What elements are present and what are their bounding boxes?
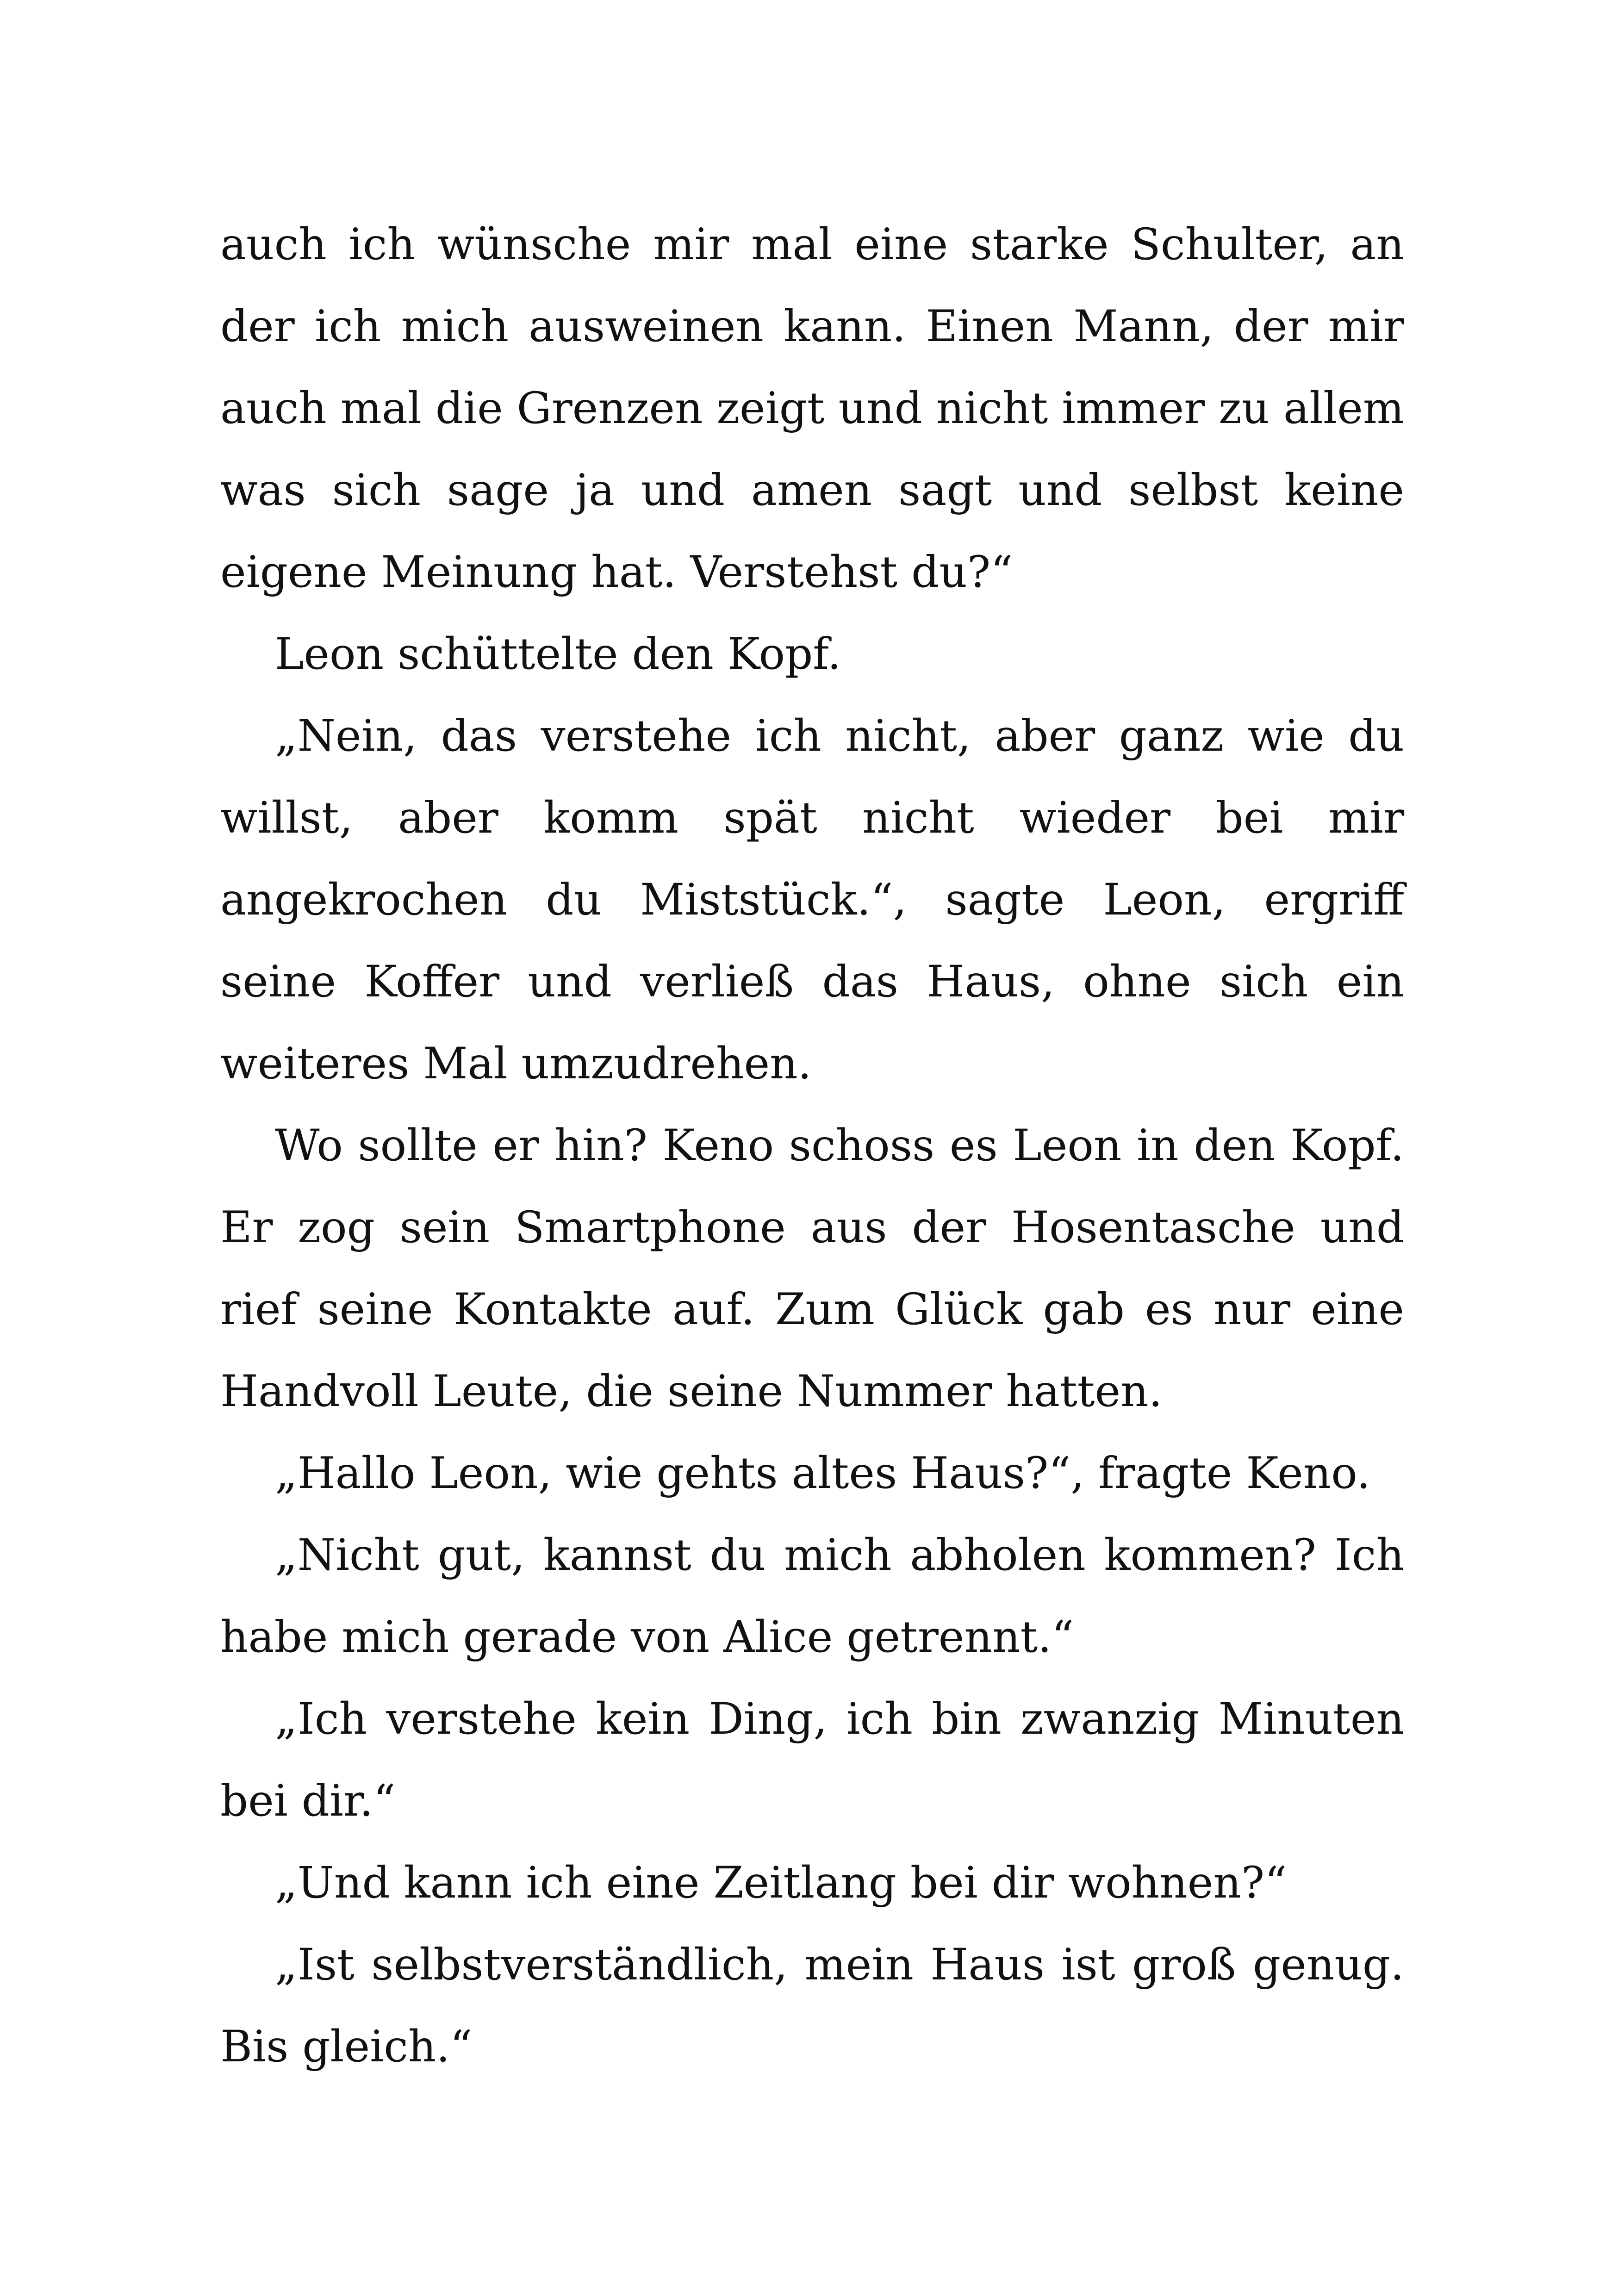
body-text <box>220 204 1404 2088</box>
paragraph-5: „Hallo Leon, wie gehts altes Haus?“, fragte Keno. <box>275 1448 1371 1499</box>
paragraph-7: „Ich verstehe kein Ding, ich bin zwanzig Minuten bei dir.“ <box>220 1694 1404 1826</box>
paragraph-1: auch ich wünsche mir mal eine starke Schulter, an der ich mich ausweinen kann. Einen Mann, der mir auch mal die Grenzen zeigt und nicht immer zu allem was sich sage ja und amen sagt und selbst keine eigene Meinung hat. Verstehst du?“ <box>220 219 1404 597</box>
paragraph-6: „Nicht gut, kannst du mich abholen kommen? Ich habe mich gerade von Alice getrennt.“ <box>220 1530 1404 1662</box>
paragraph-9: „Ist selbstverständlich, mein Haus ist groß genug. Bis gleich.“ <box>220 1940 1404 2072</box>
paragraph-2: Leon schüttelte den Kopf. <box>275 629 841 679</box>
paragraph-3: „Nein, das verstehe ich nicht, aber ganz wie du willst, aber komm spät nicht wieder bei mir angekrochen du Miststück.“, sagte Leon, ergriff seine Koffer und verließ das Haus, ohne sich ein weiteres Mal umzudrehen. <box>220 711 1404 1089</box>
paragraph-4: Wo sollte er hin? Keno schoss es Leon in den Kopf. Er zog sein Smartphone aus der Hosentasche und rief seine Kontakte auf. Zum Glück gab es nur eine Handvoll Leute, die seine Nummer hatten. <box>220 1120 1404 1417</box>
paragraph-8: „Und kann ich eine Zeitlang bei dir wohnen?“ <box>275 1858 1287 1908</box>
